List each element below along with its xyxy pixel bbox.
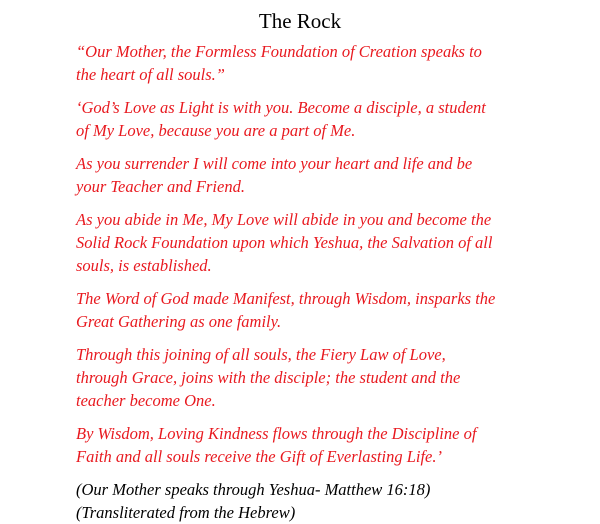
paragraph-7 [76, 422, 586, 468]
paragraph-4 [76, 208, 586, 277]
document-title: The Rock [258, 9, 342, 33]
paragraph-line: Through this joining of all souls, the Fiery Law of Love, [76, 345, 446, 364]
paragraph-line: your Teacher and Friend. [76, 177, 245, 196]
citation-footer [76, 478, 586, 524]
paragraph-line: of My Love, because you are a part of Me. [76, 121, 356, 140]
paragraph-line: Faith and all souls receive the Gift of Everlasting Life.’ [76, 447, 442, 466]
paragraph-6 [76, 343, 586, 412]
paragraph-line: The Word of God made Manifest, through Wisdom, insparks the [76, 289, 496, 308]
paragraph-line: the heart of all souls.” [76, 65, 225, 84]
paragraph-line: teacher become One. [76, 391, 216, 410]
paragraph-line: As you abide in Me, My Love will abide in you and become the [76, 210, 492, 229]
paragraph-line: “Our Mother, the Formless Foundation of Creation speaks to [76, 42, 482, 61]
paragraph-line: Solid Rock Foundation upon which Yeshua, the Salvation of all [76, 233, 493, 252]
paragraph-line: As you surrender I will come into your heart and life and be [76, 154, 473, 173]
citation-line: (Transliterated from the Hebrew) [76, 503, 296, 522]
paragraph-line: By Wisdom, Loving Kindness flows through the Discipline of [76, 424, 477, 443]
paragraph-line: through Grace, joins with the disciple; the student and the [76, 368, 461, 387]
citation-line: (Our Mother speaks through Yeshua- Matthew 16:18) [76, 480, 431, 499]
paragraph-3 [76, 152, 586, 198]
paragraph-line: ‘God’s Love as Light is with you. Become a disciple, a student [76, 98, 486, 117]
paragraph-line: souls, is established. [76, 256, 212, 275]
paragraph-5 [76, 287, 586, 333]
paragraph-1 [76, 40, 586, 86]
paragraph-2 [76, 96, 586, 142]
paragraph-line: Great Gathering as one family. [76, 312, 282, 331]
document-body [76, 40, 586, 524]
